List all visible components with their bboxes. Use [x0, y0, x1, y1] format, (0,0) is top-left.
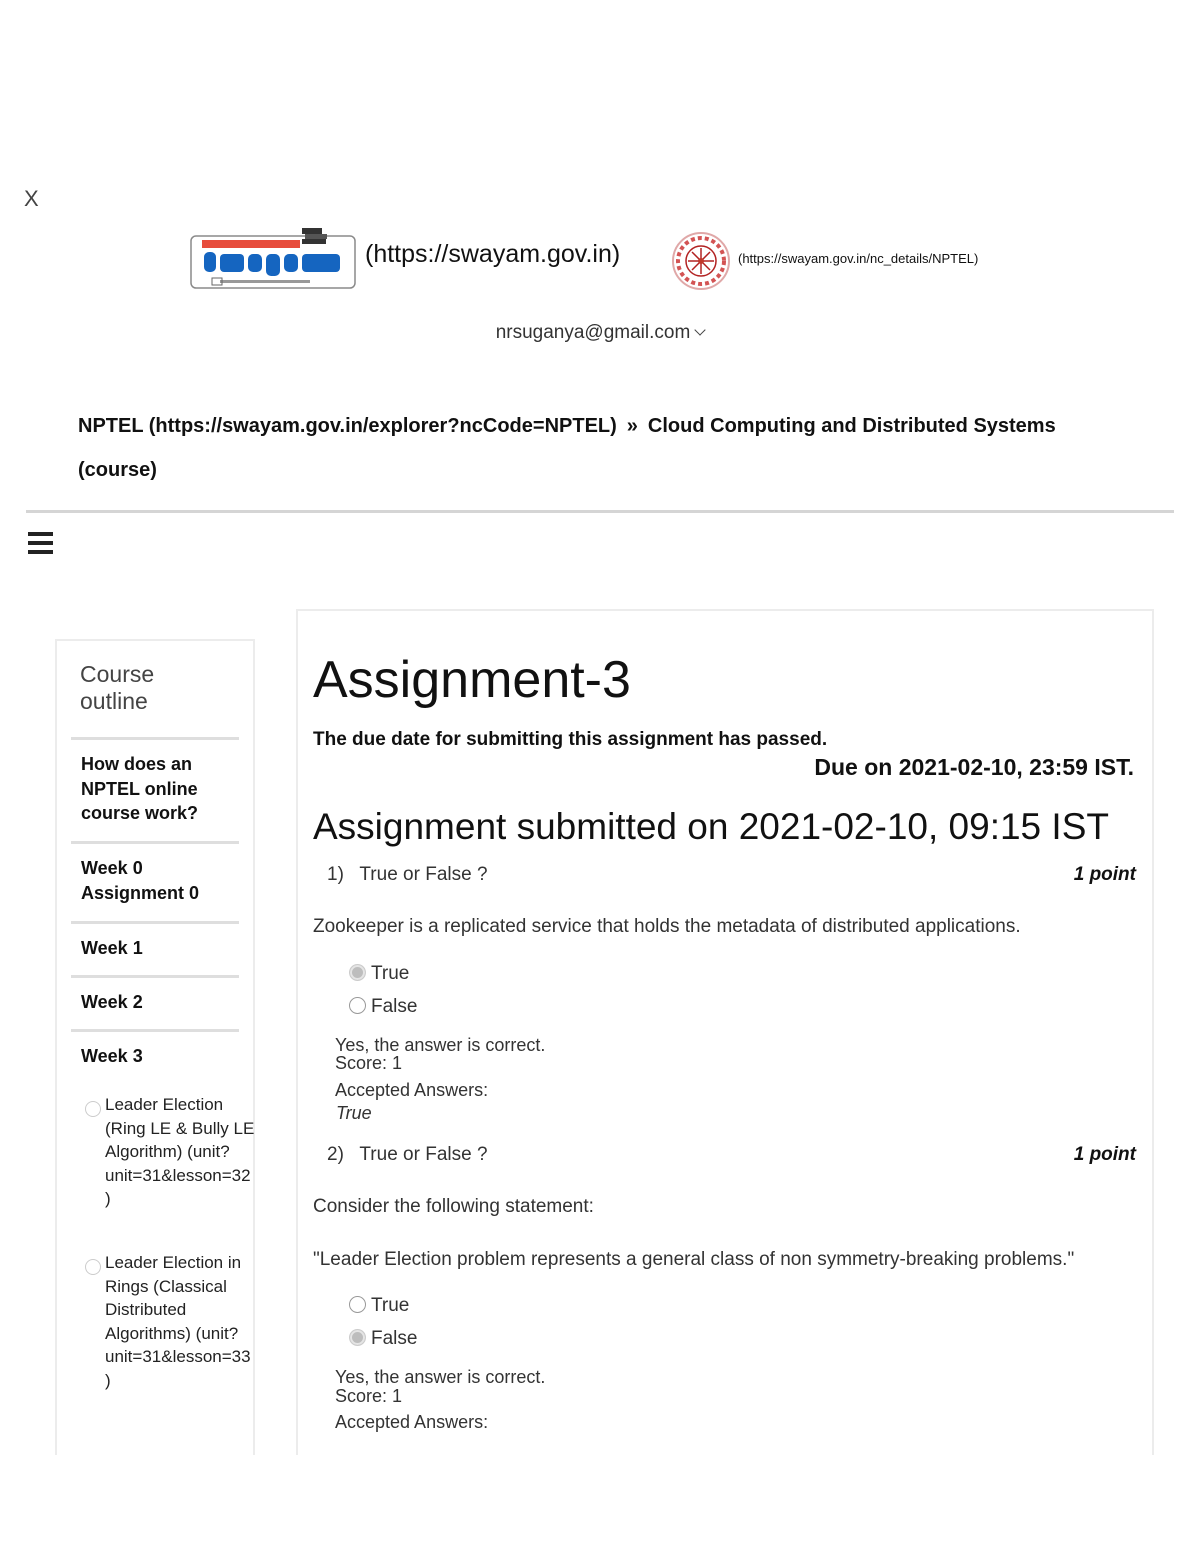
lesson-label: Leader Election (Ring LE & Bully LE Algorithm) (unit?unit=31&lesson=32) [105, 1095, 255, 1208]
nptel-logo[interactable] [670, 230, 732, 292]
question-header [327, 1144, 488, 1166]
chevron-down-icon [695, 324, 706, 335]
question-statement: "Leader Election problem represents a general class of non symmetry-breaking problems." [313, 1249, 1075, 1270]
option-false[interactable] [349, 996, 417, 1018]
question-prompt: True or False ? [359, 864, 488, 885]
radio-icon[interactable] [349, 997, 366, 1014]
option-true[interactable] [349, 1295, 409, 1317]
lesson-status-icon [85, 1259, 101, 1275]
question-text: Consider the following statement: [313, 1196, 594, 1217]
sidebar-item-week-0[interactable]: Week 0 Assignment 0 [71, 841, 239, 921]
due-passed-notice: The due date for submitting this assignment has passed. [313, 729, 828, 750]
sidebar-lesson-item[interactable] [85, 1093, 265, 1233]
option-true[interactable] [349, 963, 409, 985]
accepted-answer-value: True [336, 1103, 372, 1123]
option-label: True [371, 963, 410, 984]
answer-feedback: Yes, the answer is correct. [335, 1035, 546, 1055]
answer-score: Score: 1 [335, 1386, 403, 1406]
question-number: 1) [327, 864, 344, 885]
swayam-logo[interactable] [190, 222, 356, 292]
nptel-link[interactable]: (https://swayam.gov.in/nc_details/NPTEL) [738, 251, 979, 266]
user-email: nrsuganya@gmail.com [495, 322, 691, 343]
answer-score: Score: 1 [335, 1053, 403, 1073]
sidebar-item-week-2[interactable]: Week 2 [71, 975, 239, 1029]
option-false[interactable] [349, 1328, 417, 1350]
sidebar-lesson-item[interactable] [85, 1251, 265, 1401]
option-label: True [371, 1295, 410, 1316]
question-number: 2) [327, 1144, 344, 1165]
breadcrumb-course-label: (course) [78, 459, 157, 481]
breadcrumb-separator: » [626, 415, 638, 437]
breadcrumb-nptel-link[interactable]: NPTEL (https://swayam.gov.in/explorer?ncCode=NPTEL) [78, 415, 617, 437]
question-header [327, 864, 488, 886]
question-points: 1 point [1073, 864, 1136, 885]
swayam-link[interactable]: (https://swayam.gov.in) [365, 240, 621, 268]
header-divider [26, 510, 1174, 513]
close-button[interactable]: X [24, 186, 39, 211]
sidebar-item-week-1[interactable]: Week 1 [71, 921, 239, 975]
radio-selected-icon[interactable] [349, 964, 366, 981]
course-outline-sidebar [55, 639, 255, 1455]
sidebar-item-week-3[interactable]: Week 3 [71, 1029, 239, 1083]
page-title: Assignment-3 [313, 651, 631, 709]
radio-icon[interactable] [349, 1296, 366, 1313]
breadcrumb [78, 404, 1118, 492]
lesson-status-icon [85, 1101, 101, 1117]
accepted-answers-label: Accepted Answers: [335, 1412, 489, 1432]
breadcrumb-course-title[interactable]: Cloud Computing and Distributed Systems [647, 415, 1056, 437]
option-label: False [371, 996, 418, 1017]
sidebar-title: Course outline [80, 661, 155, 714]
question-points: 1 point [1073, 1144, 1136, 1165]
sidebar-item-how-nptel-works[interactable]: How does an NPTEL online course work? [71, 737, 239, 841]
question-prompt: True or False ? [359, 1144, 488, 1165]
menu-icon[interactable] [28, 532, 53, 554]
accepted-answers-label: Accepted Answers: [335, 1080, 489, 1100]
user-menu[interactable] [0, 322, 1200, 344]
radio-selected-icon[interactable] [349, 1329, 366, 1346]
due-date: Due on 2021-02-10, 23:59 IST. [814, 754, 1134, 780]
submission-status: Assignment submitted on 2021-02-10, 09:15 IST [313, 806, 1109, 847]
answer-feedback: Yes, the answer is correct. [335, 1367, 546, 1387]
question-text: Zookeeper is a replicated service that holds the metadata of distributed applications. [313, 916, 1021, 937]
lesson-label: Leader Election in Rings (Classical Distributed Algorithms) (unit?unit=31&lesson=33) [105, 1253, 251, 1390]
option-label: False [371, 1328, 418, 1349]
